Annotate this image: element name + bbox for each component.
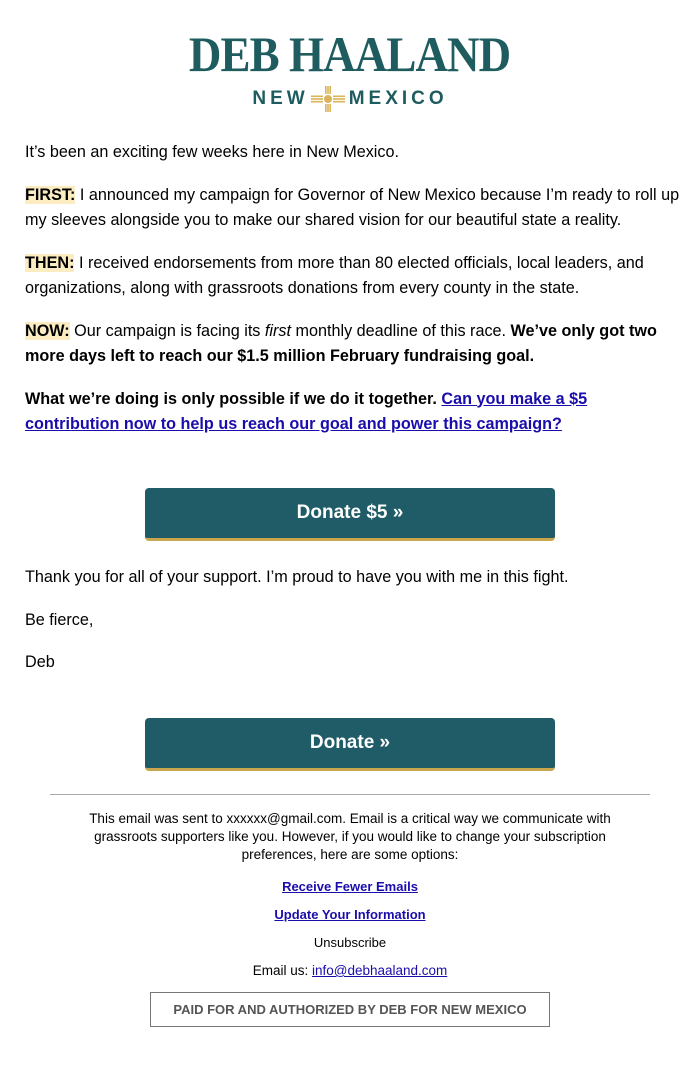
campaign-logo [0,28,700,112]
now-paragraph [25,319,680,370]
intro-paragraph: It’s been an exciting few weeks here in New Mexico. [25,143,399,161]
unsubscribe-link[interactable]: Unsubscribe [313,935,387,950]
zia-sun-icon [311,86,345,112]
now-text-a: Our campaign is facing its [69,321,265,340]
then-text: I received endorsements from more than 80 elected officials, local leaders, and organizations, along with grassroots donations from every county in the state. [25,253,644,297]
first-paragraph [25,183,680,234]
logo-name: DEB HAALAND [189,26,511,82]
email-body [25,140,680,455]
footer [60,810,640,980]
paid-for-disclaimer: PAID FOR AND AUTHORIZED BY DEB FOR NEW MEXICO [150,992,550,1027]
together-bold-text: What we’re doing is only possible if we do it together. [25,389,442,408]
together-paragraph [25,387,680,438]
thanks-paragraph: Thank you for all of your support. I’m proud to have you with me in this fight. [25,568,569,586]
email-address-link[interactable]: info@debhaaland.com [311,963,448,978]
first-label: FIRST: [25,185,76,204]
contribution-link[interactable]: Can you make a $5 contribution now to help us reach our goal and power this campaign? [25,389,588,433]
now-label: NOW: [25,321,70,340]
first-text: I announced my campaign for Governor of New Mexico because I’m ready to roll up my sleeves alongside you to make our shared vision for our beautiful state a reality. [25,185,680,229]
email-label: Email us: [252,963,312,978]
logo-state-right: MEXICO [348,88,448,109]
now-text-b: monthly deadline of this race. [290,321,511,340]
footer-divider [50,794,650,795]
update-information-link[interactable]: Update Your Information [274,907,426,922]
closing-section [25,565,680,693]
then-paragraph [25,251,680,302]
donate-5-button[interactable]: Donate $5 » [145,488,555,541]
signoff: Be fierce, [25,610,94,629]
receive-fewer-emails-link[interactable]: Receive Fewer Emails [282,879,418,894]
signature: Deb [25,653,55,671]
donate-button[interactable]: Donate » [145,718,555,771]
now-bold-text: We’ve only got two more days left to reach our $1.5 million February fundraising goal. [25,321,657,365]
footer-intro: This email was sent to xxxxxx@gmail.com. Email is a critical way we communicate with grassroots supporters like you. However, if you would like to change your subscription preferences, here are some options: [89,811,611,862]
now-text-emphasis: first [264,321,291,340]
logo-state [0,86,700,112]
contact-email [60,962,640,980]
then-label: THEN: [25,253,75,272]
logo-state-left: NEW [252,88,309,109]
